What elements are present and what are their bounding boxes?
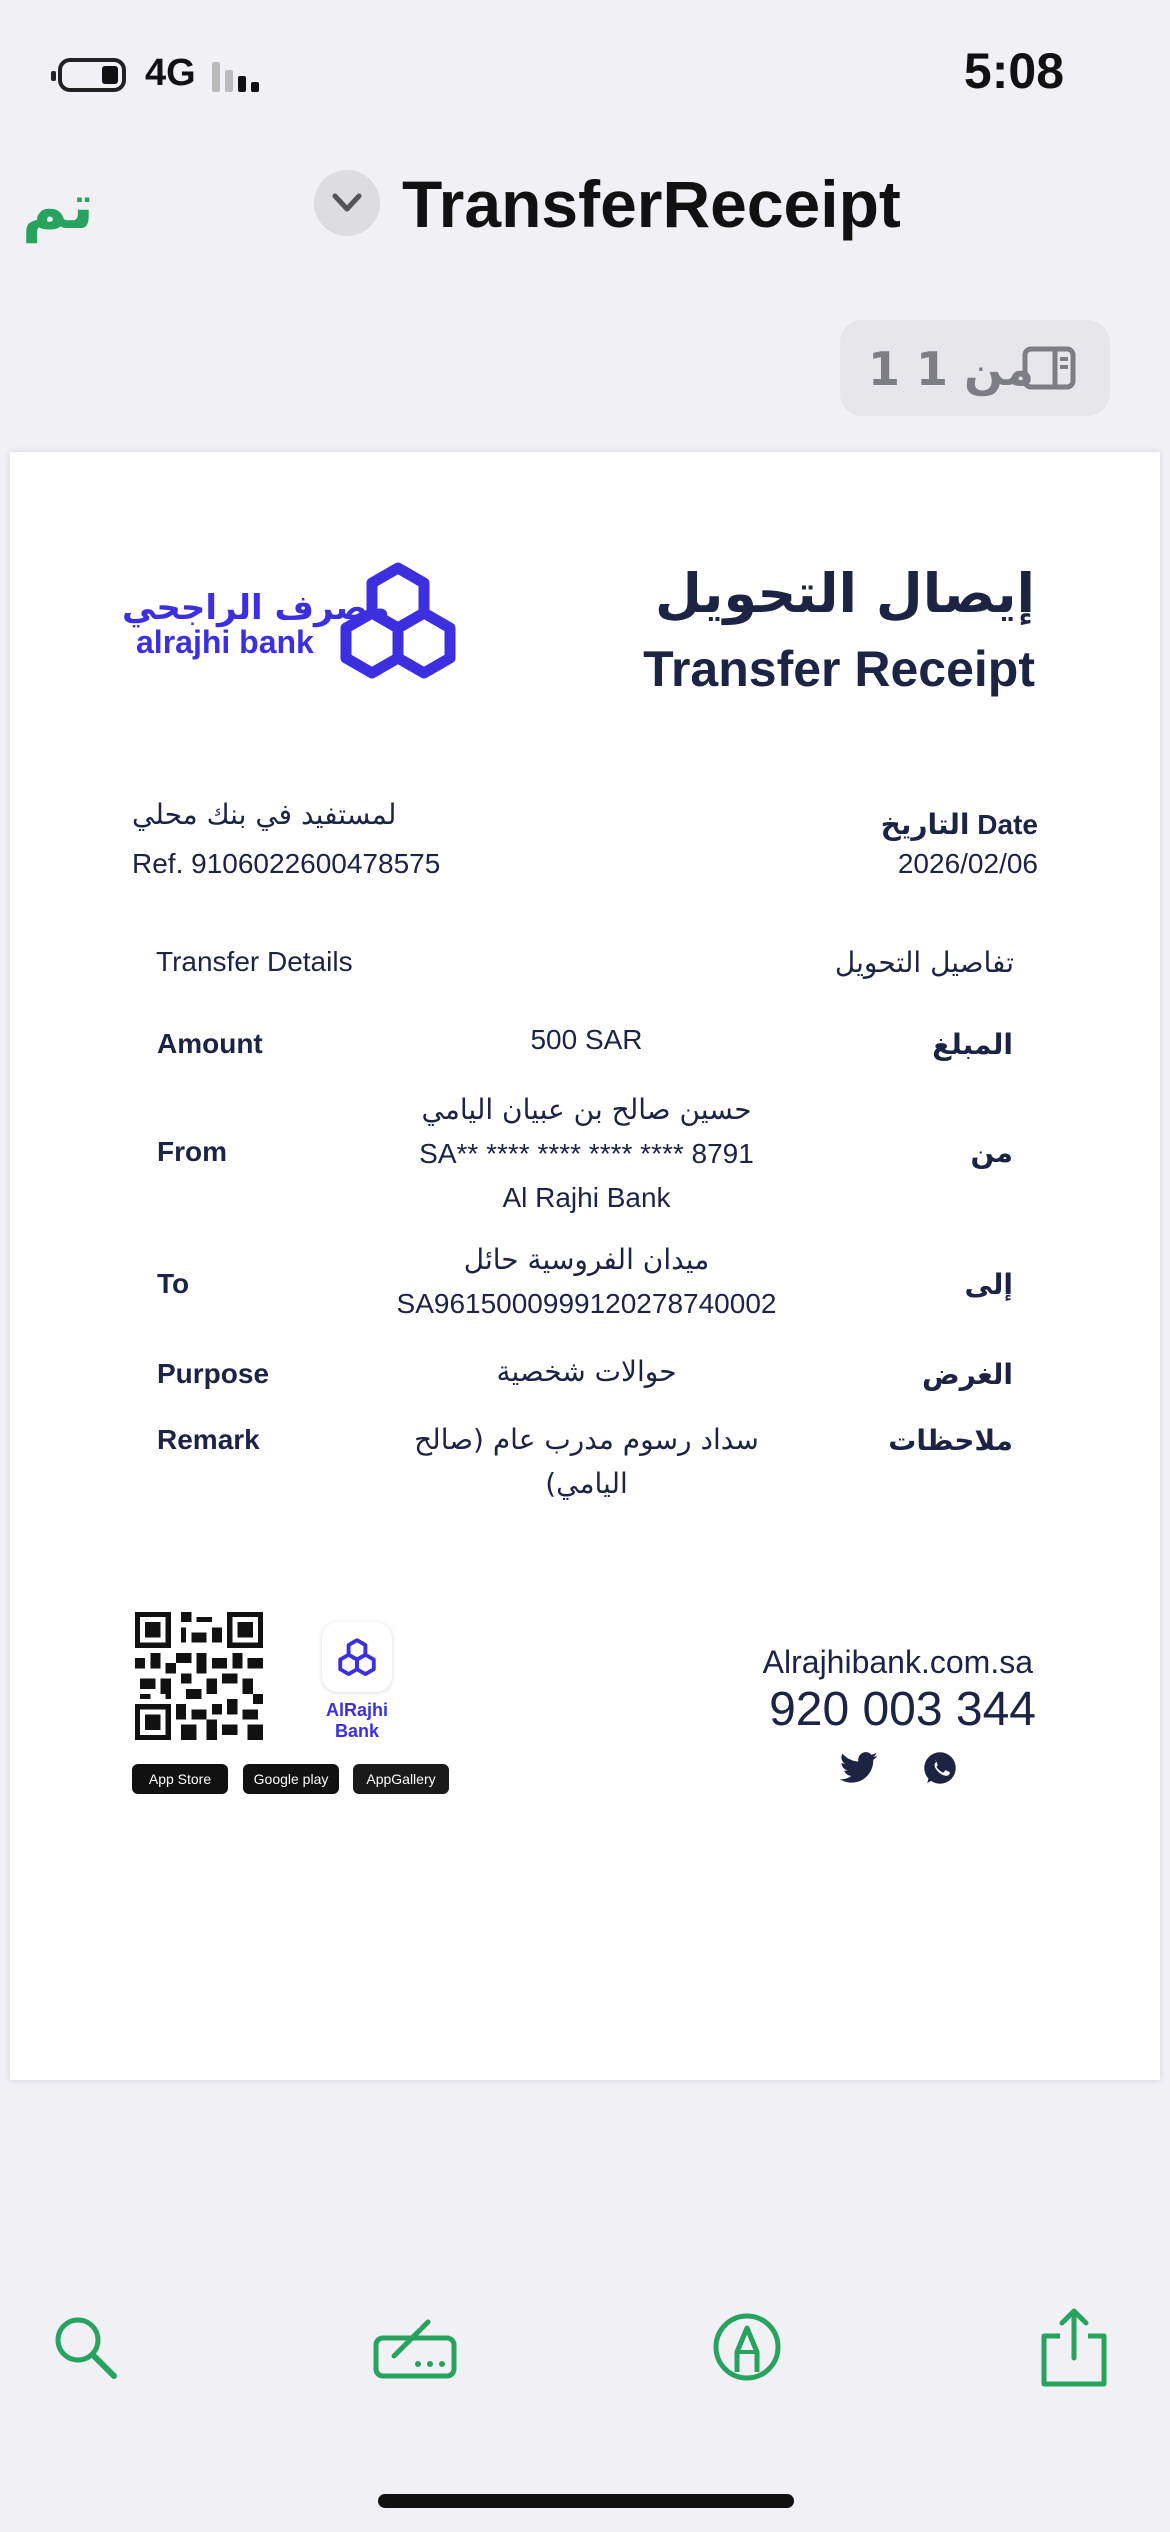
network-label: 4G — [145, 52, 196, 94]
chevron-down-icon[interactable] — [314, 170, 380, 236]
title-arabic: إيصال التحويل — [654, 562, 1035, 625]
website: Alrajhibank.com.sa — [762, 1644, 1033, 1680]
from-label-ar: من — [970, 1136, 1013, 1169]
bank-logo-arabic: مصرف الراجحي — [122, 588, 390, 628]
page-count: 1 من 1 — [868, 342, 1034, 396]
appgallery-badge: AppGallery — [353, 1764, 449, 1794]
battery-icon — [58, 58, 126, 92]
from-bank: Al Rajhi Bank — [502, 1182, 671, 1213]
date-label: التاريخ Date — [880, 809, 1038, 840]
phone-number: 920 003 344 — [769, 1683, 1036, 1736]
title-english: Transfer Receipt — [643, 641, 1035, 697]
purpose-value: حوالات شخصية — [496, 1355, 677, 1388]
clock: 5:08 — [963, 43, 1064, 99]
details-heading-ar: تفاصيل التحويل — [834, 946, 1014, 979]
remark-label-ar: ملاحظات — [888, 1424, 1013, 1457]
qr-code — [135, 1612, 263, 1740]
alrajhi-logo-icon — [336, 560, 460, 680]
amount-value: 500 SAR — [530, 1024, 643, 1055]
remark-label-en: Remark — [157, 1424, 260, 1455]
purpose-label-en: Purpose — [157, 1358, 270, 1389]
sidebar-icon — [1022, 346, 1076, 390]
form-fill-icon[interactable] — [372, 2312, 458, 2382]
done-button[interactable]: تم — [22, 170, 94, 243]
signal-icon — [212, 60, 272, 92]
from-label-en: From — [157, 1136, 227, 1167]
markup-icon[interactable] — [712, 2312, 782, 2382]
home-indicator[interactable] — [378, 2494, 794, 2508]
share-icon[interactable] — [1036, 2306, 1112, 2388]
document-title[interactable]: TransferReceipt — [402, 167, 901, 241]
app-logo — [322, 1622, 392, 1692]
remark-value: سداد رسوم مدرب عام (صالح اليامي) — [414, 1423, 759, 1500]
beneficiary-type: لمستفيد في بنك محلي — [132, 798, 397, 831]
app-store-badge: App Store — [132, 1764, 228, 1794]
to-name: ميدان الفروسية حائل — [463, 1243, 710, 1276]
bank-logo-english: alrajhi bank — [136, 624, 314, 660]
search-icon[interactable] — [50, 2312, 120, 2382]
status-bar — [0, 0, 1170, 150]
amount-label-en: Amount — [157, 1028, 263, 1059]
purpose-label-ar: الغرض — [922, 1358, 1013, 1391]
page-indicator[interactable] — [840, 320, 1110, 416]
app-name: AlRajhi Bank — [325, 1700, 388, 1741]
from-name: حسين صالح بن عبيان اليامي — [421, 1093, 752, 1126]
date-value: 2026/02/06 — [897, 848, 1038, 879]
amount-label-ar: المبلغ — [932, 1028, 1013, 1061]
to-label-ar: إلى — [964, 1268, 1013, 1301]
from-account: SA** **** **** **** **** 8791 — [419, 1138, 754, 1169]
google-play-badge: Google play — [243, 1764, 339, 1794]
details-heading-en: Transfer Details — [156, 946, 353, 977]
to-account: SA9615000999120278740002 — [396, 1288, 777, 1319]
reference-number: Ref. 9106022600478575 — [132, 848, 441, 879]
to-label-en: To — [157, 1268, 190, 1299]
twitter-icon — [840, 1752, 878, 1784]
whatsapp-icon — [922, 1750, 958, 1786]
